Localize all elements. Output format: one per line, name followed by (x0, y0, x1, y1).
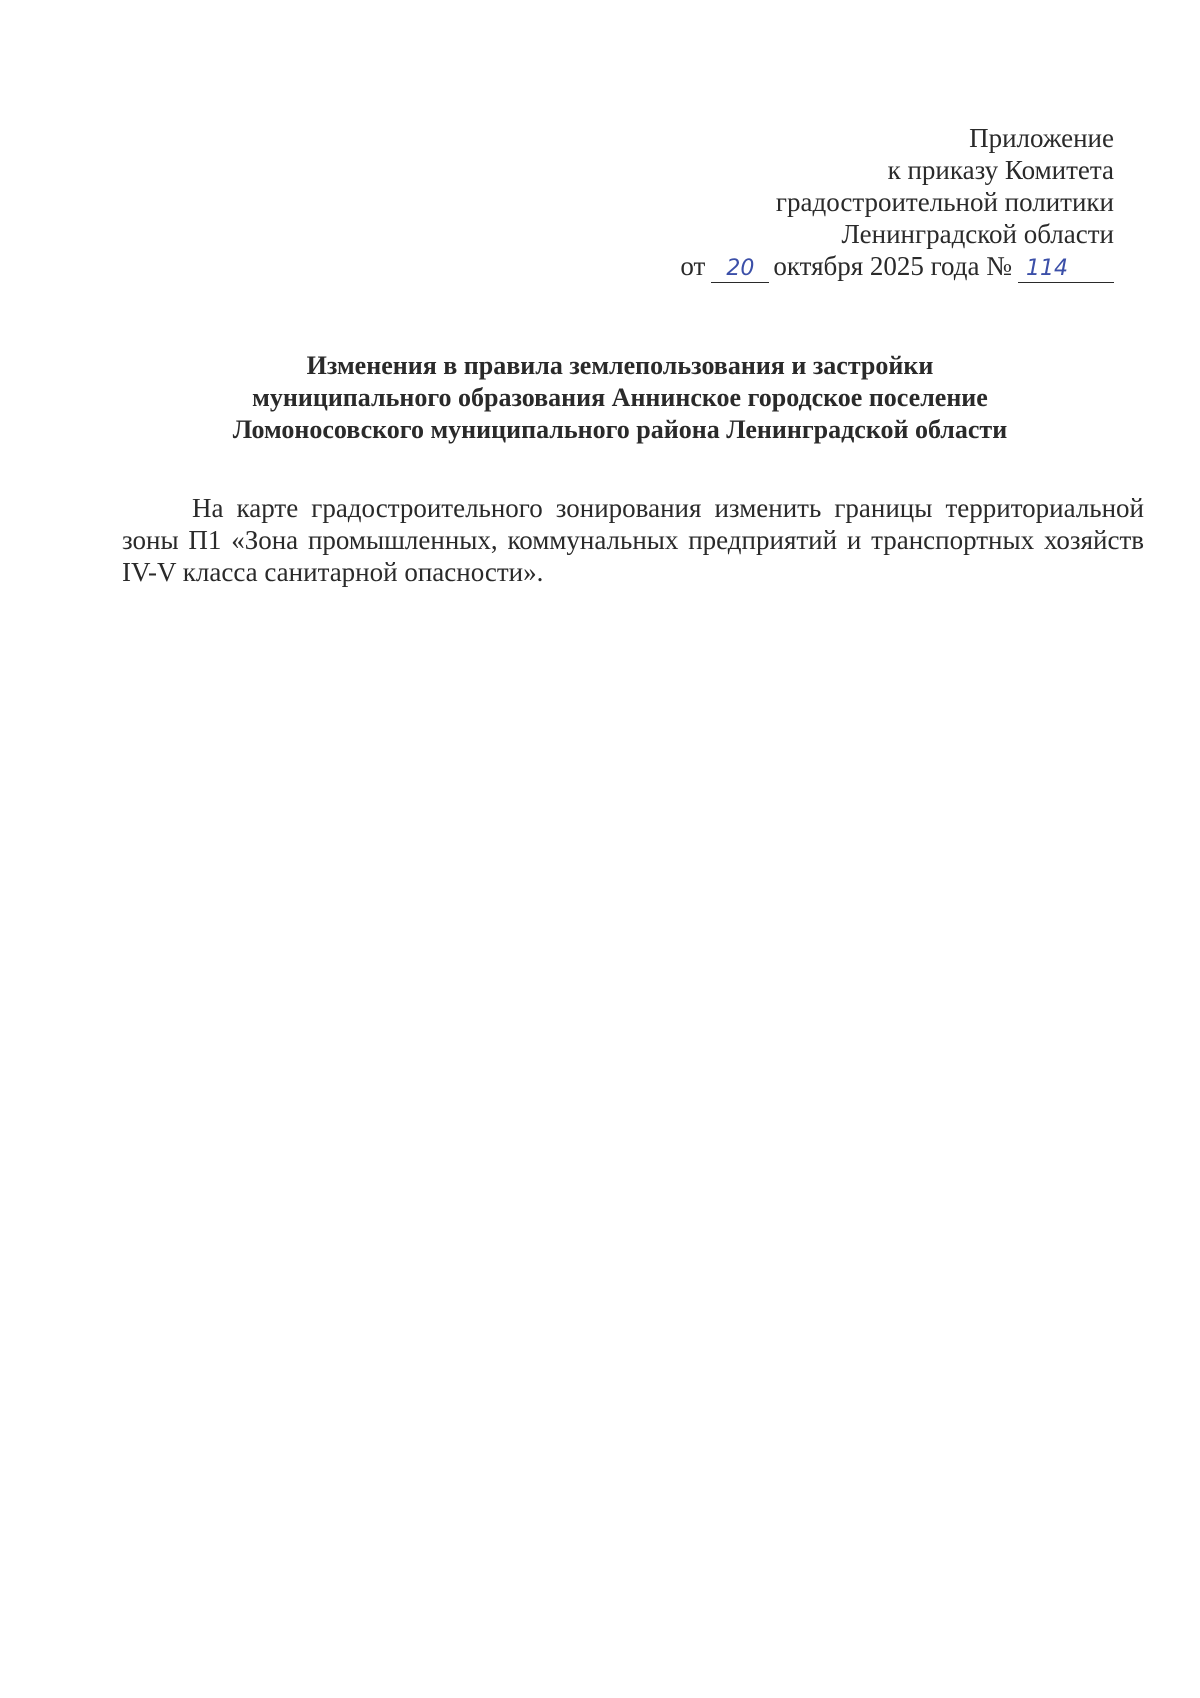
appendix-line-2: к приказу Комитета (887, 155, 1114, 185)
document-body (122, 492, 1144, 588)
title-line-2: муниципального образования Аннинское городское поселение (252, 383, 988, 412)
appendix-line-4: Ленинградской области (841, 219, 1114, 249)
appendix-date-line (680, 250, 1114, 283)
appendix-line-3: градостроительной политики (775, 187, 1114, 217)
appendix-line-1: Приложение (969, 123, 1114, 153)
date-middle: октября 2025 года № (773, 251, 1012, 281)
date-day-handwritten: 20 (711, 256, 769, 283)
title-line-1: Изменения в правила землепользования и застройки (306, 351, 934, 380)
appendix-block (680, 122, 1114, 283)
order-number-handwritten: 114 (1018, 256, 1114, 283)
title-line-3: Ломоносовского муниципального района Ленинградской области (232, 415, 1008, 444)
date-prefix: от (680, 251, 706, 281)
document-title (120, 350, 1120, 446)
body-paragraph: На карте градостроительного зонирования изменить границы территориальной зоны П1 «Зона промышленных, коммунальных предприятий и транспортных хозяйств IV-V класса санитарной опасности». (122, 493, 1144, 587)
